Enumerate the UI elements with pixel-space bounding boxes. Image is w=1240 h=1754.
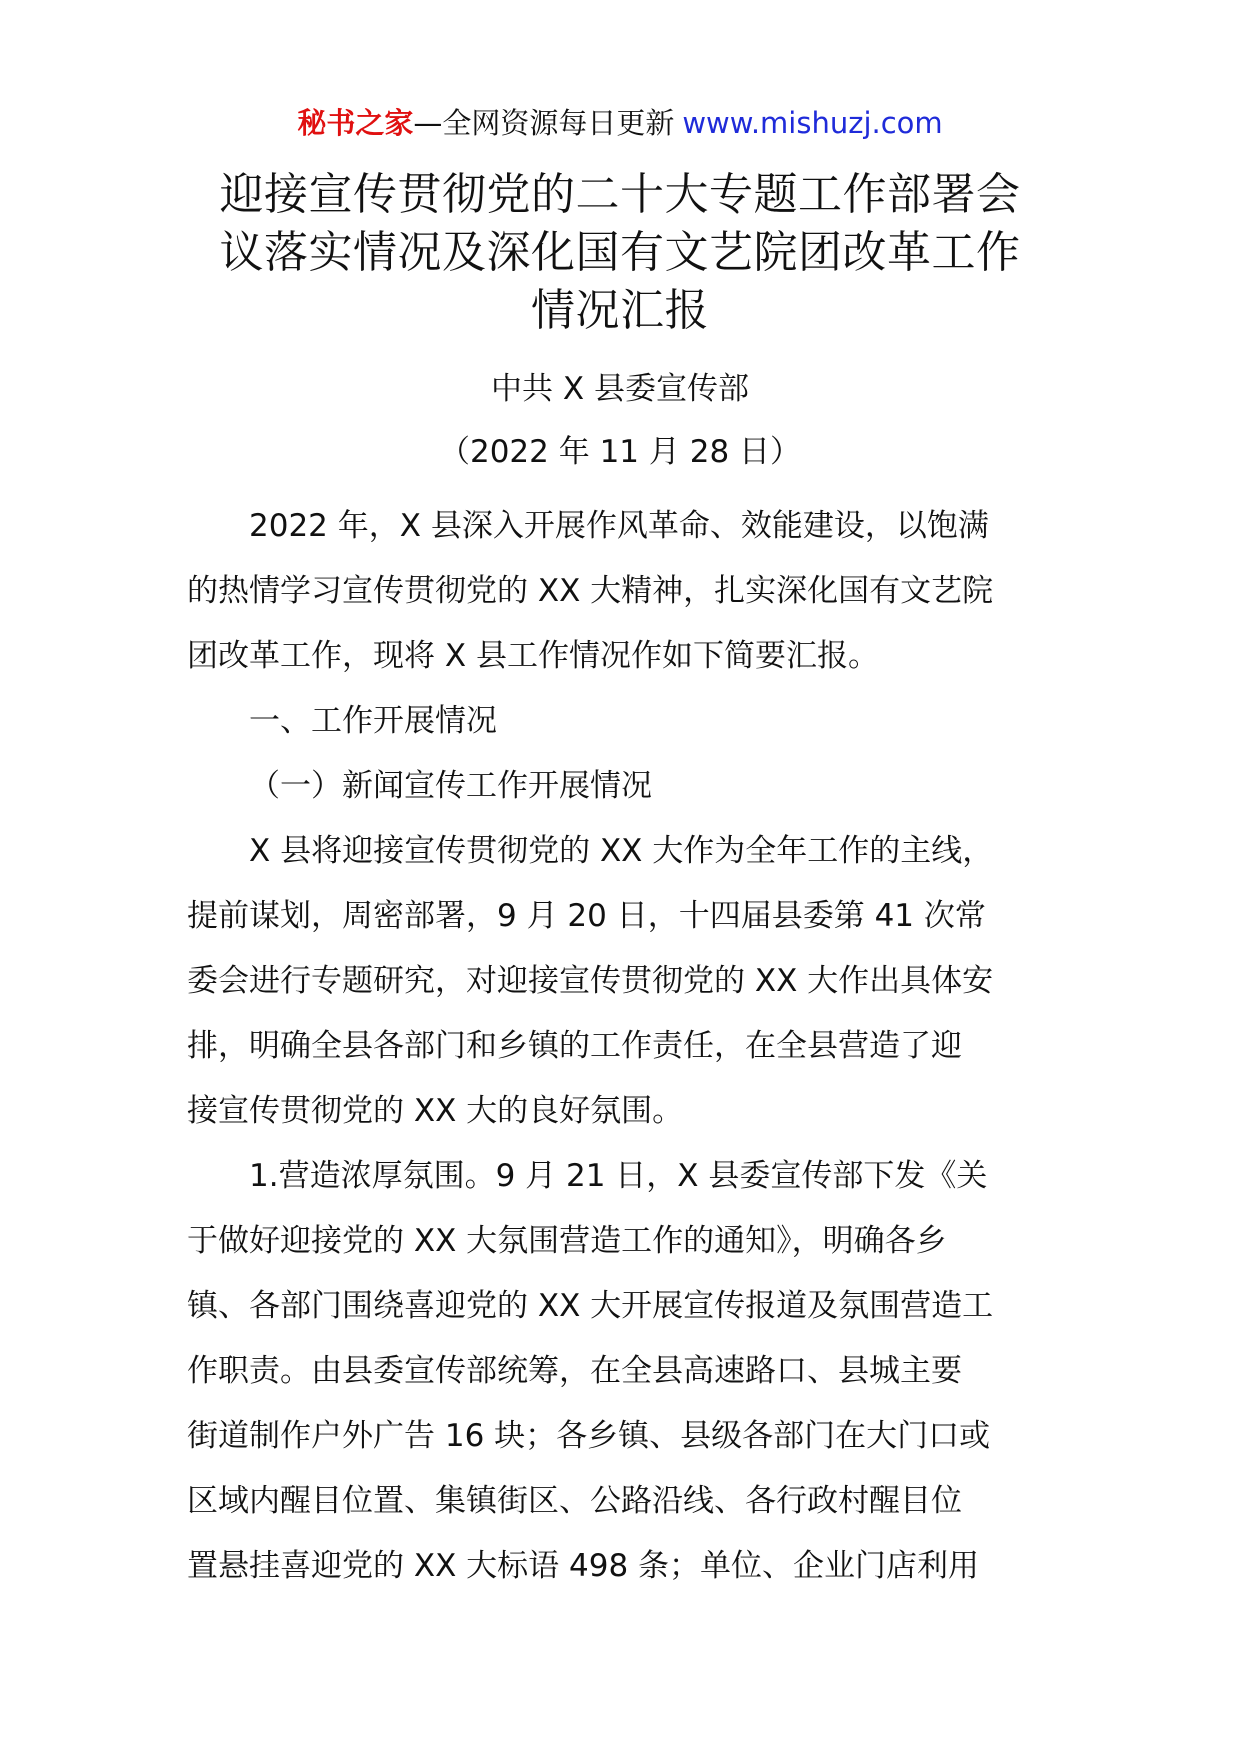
section-heading-1 [187, 689, 1055, 754]
body-line: 接宣传贯彻党的 XX 大的良好氛围。 [187, 1093, 684, 1129]
header-tagline: —全网资源每日更新 [413, 106, 675, 140]
section-heading: 一、工作开展情况 [249, 703, 497, 739]
document-title [190, 166, 1050, 340]
paragraph-news [187, 819, 1055, 1144]
paragraph-atmosphere [187, 1144, 1055, 1599]
body-line: 排，明确全县各部门和乡镇的工作责任，在全县营造了迎 [187, 1028, 962, 1064]
body-line: 1.营造浓厚氛围。9 月 21 日，X 县委宣传部下发《关 [249, 1158, 988, 1194]
body-line: 街道制作户外广告 16 块；各乡镇、县级各部门在大门口或 [187, 1418, 991, 1454]
body-line: 作职责。由县委宣传部统筹，在全县高速路口、县城主要 [187, 1353, 962, 1389]
body-line: X 县将迎接宣传贯彻党的 XX 大作为全年工作的主线， [249, 833, 994, 869]
body-line: 区域内醒目位置、集镇街区、公路沿线、各行政村醒目位 [187, 1483, 962, 1519]
site-header [0, 103, 1240, 143]
body-line: 于做好迎接党的 XX 大氛围营造工作的通知》，明确各乡 [187, 1223, 947, 1259]
body-line: 提前谋划，周密部署，9 月 20 日，十四届县委第 41 次常 [187, 898, 986, 934]
subsection-heading: （一）新闻宣传工作开展情况 [249, 768, 652, 804]
body-line: 2022 年，X 县深入开展作风革命、效能建设，以饱满 [249, 508, 989, 544]
body-line: 镇、各部门围绕喜迎党的 XX 大开展宣传报道及氛围营造工 [187, 1288, 994, 1324]
body-line: 置悬挂喜迎党的 XX 大标语 498 条；单位、企业门店利用 [187, 1548, 980, 1584]
body-line: 委会进行专题研究，对迎接宣传贯彻党的 XX 大作出具体安 [187, 963, 994, 999]
document-body [187, 494, 1055, 1599]
title-line: 议落实情况及深化国有文艺院团改革工作 [219, 227, 1021, 278]
subsection-heading-1 [187, 754, 1055, 819]
title-line: 情况汇报 [531, 285, 709, 336]
site-url-link[interactable]: www.mishuzj.com [682, 106, 943, 140]
body-line: 团改革工作，现将 X 县工作情况作如下简要汇报。 [187, 638, 879, 674]
title-line: 迎接宣传贯彻党的二十大专题工作部署会 [219, 169, 1021, 220]
brand-name: 秘书之家 [297, 106, 414, 140]
issuing-organization: 中共 X 县委宣传部 [491, 371, 749, 407]
intro-paragraph [187, 494, 1055, 689]
body-line: 的热情学习宣传贯彻党的 XX 大精神，扎实深化国有文艺院 [187, 573, 994, 609]
document-date: （2022 年 11 月 28 日） [438, 434, 802, 470]
